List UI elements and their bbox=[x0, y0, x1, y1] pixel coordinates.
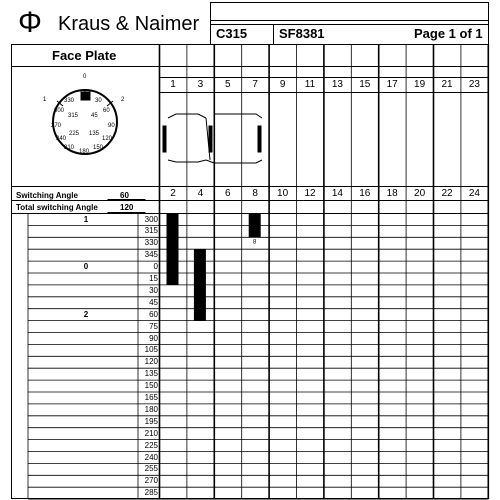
dial-mark-225: 225 bbox=[69, 131, 80, 137]
dial-mark-210: 210 bbox=[64, 145, 75, 151]
dial-top-label: 0 bbox=[83, 74, 87, 80]
bottom-column-18: 18 bbox=[386, 188, 398, 199]
angle-label-75: 75 bbox=[149, 321, 158, 331]
angle-label-345: 345 bbox=[144, 250, 158, 260]
angle-label-180: 180 bbox=[144, 404, 158, 414]
angle-label-195: 195 bbox=[144, 416, 158, 426]
position-label-1: 1 bbox=[83, 214, 89, 224]
angle-label-300: 300 bbox=[144, 214, 158, 224]
angle-label-150: 150 bbox=[144, 381, 158, 391]
top-column-1: 1 bbox=[170, 79, 176, 90]
angle-label-255: 255 bbox=[144, 464, 158, 474]
angle-label-105: 105 bbox=[144, 345, 158, 355]
dial-mark-240: 240 bbox=[56, 136, 67, 142]
brand-symbol: Φ bbox=[18, 6, 42, 39]
dial-mark-300: 300 bbox=[54, 108, 65, 114]
total-switching-angle-value: 120 bbox=[120, 203, 134, 212]
dial-position-2: 2 bbox=[121, 97, 125, 103]
top-column-19: 19 bbox=[414, 79, 426, 90]
contact-bar-2 bbox=[167, 214, 179, 285]
angle-label-45: 45 bbox=[149, 297, 158, 307]
dial-mark-60: 60 bbox=[103, 108, 110, 114]
dial-mark-90: 90 bbox=[108, 123, 115, 129]
model-code: C315 bbox=[216, 26, 248, 41]
contact-bar-4 bbox=[194, 249, 206, 320]
top-column-5: 5 bbox=[225, 79, 231, 90]
bottom-column-6: 6 bbox=[225, 188, 231, 199]
angle-label-135: 135 bbox=[144, 369, 158, 379]
face-plate-title: Face Plate bbox=[52, 48, 117, 63]
angle-label-330: 330 bbox=[144, 238, 158, 248]
angle-label-165: 165 bbox=[144, 393, 158, 402]
angle-label-120: 120 bbox=[144, 357, 158, 367]
angle-label-240: 240 bbox=[144, 452, 158, 462]
position-label-0: 0 bbox=[83, 262, 89, 272]
angle-label-90: 90 bbox=[149, 333, 158, 343]
angle-label-210: 210 bbox=[144, 428, 158, 438]
dial-mark-150: 150 bbox=[93, 145, 104, 151]
angle-label-15: 15 bbox=[149, 274, 158, 283]
total-switching-angle-label: Total switching Angle bbox=[16, 203, 98, 212]
bottom-column-22: 22 bbox=[441, 188, 453, 199]
dial-mark-270: 270 bbox=[51, 123, 62, 129]
dial-mark-30: 30 bbox=[95, 98, 102, 104]
dial-mark-135: 135 bbox=[89, 131, 100, 137]
position-label-2: 2 bbox=[83, 309, 89, 319]
contact-bar-8 bbox=[249, 214, 261, 238]
dial-mark-315: 315 bbox=[68, 113, 79, 119]
dial-mark-330: 330 bbox=[64, 98, 75, 104]
dial-mark-120: 120 bbox=[102, 136, 113, 142]
top-column-13: 13 bbox=[331, 79, 343, 90]
brand-name: Kraus & Naimer bbox=[58, 13, 200, 35]
angle-label-30: 30 bbox=[149, 285, 158, 295]
top-column-23: 23 bbox=[468, 79, 480, 90]
dial-mark-180: 180 bbox=[79, 149, 90, 155]
angle-label-285: 285 bbox=[144, 488, 158, 498]
drawing-code: SF8381 bbox=[279, 26, 325, 41]
angle-label-225: 225 bbox=[144, 440, 158, 450]
bottom-column-20: 20 bbox=[414, 188, 426, 199]
bottom-column-8: 8 bbox=[252, 188, 258, 199]
bottom-column-14: 14 bbox=[331, 188, 343, 199]
bottom-column-24: 24 bbox=[468, 188, 480, 199]
bottom-column-12: 12 bbox=[304, 188, 316, 199]
top-column-21: 21 bbox=[441, 79, 453, 90]
bottom-column-10: 10 bbox=[277, 188, 289, 199]
page-indicator: Page 1 of 1 bbox=[414, 26, 483, 41]
bottom-column-16: 16 bbox=[359, 188, 371, 199]
top-column-17: 17 bbox=[386, 79, 398, 90]
top-column-7: 7 bbox=[252, 79, 258, 90]
contact-note-8: 8 bbox=[253, 239, 257, 246]
dial-mark-45: 45 bbox=[91, 113, 98, 119]
bottom-column-2: 2 bbox=[170, 188, 176, 199]
bottom-column-4: 4 bbox=[197, 188, 204, 199]
top-column-9: 9 bbox=[279, 79, 286, 90]
dial-position-1: 1 bbox=[43, 97, 47, 103]
top-column-11: 11 bbox=[304, 79, 316, 90]
top-column-3: 3 bbox=[197, 79, 204, 90]
angle-label-315: 315 bbox=[144, 226, 158, 236]
switching-angle-value: 60 bbox=[120, 191, 129, 200]
angle-label-60: 60 bbox=[149, 309, 158, 319]
switching-angle-label: Switching Angle bbox=[16, 191, 78, 200]
angle-label-270: 270 bbox=[144, 476, 158, 486]
top-column-15: 15 bbox=[359, 79, 371, 90]
angle-label-0: 0 bbox=[153, 262, 158, 272]
